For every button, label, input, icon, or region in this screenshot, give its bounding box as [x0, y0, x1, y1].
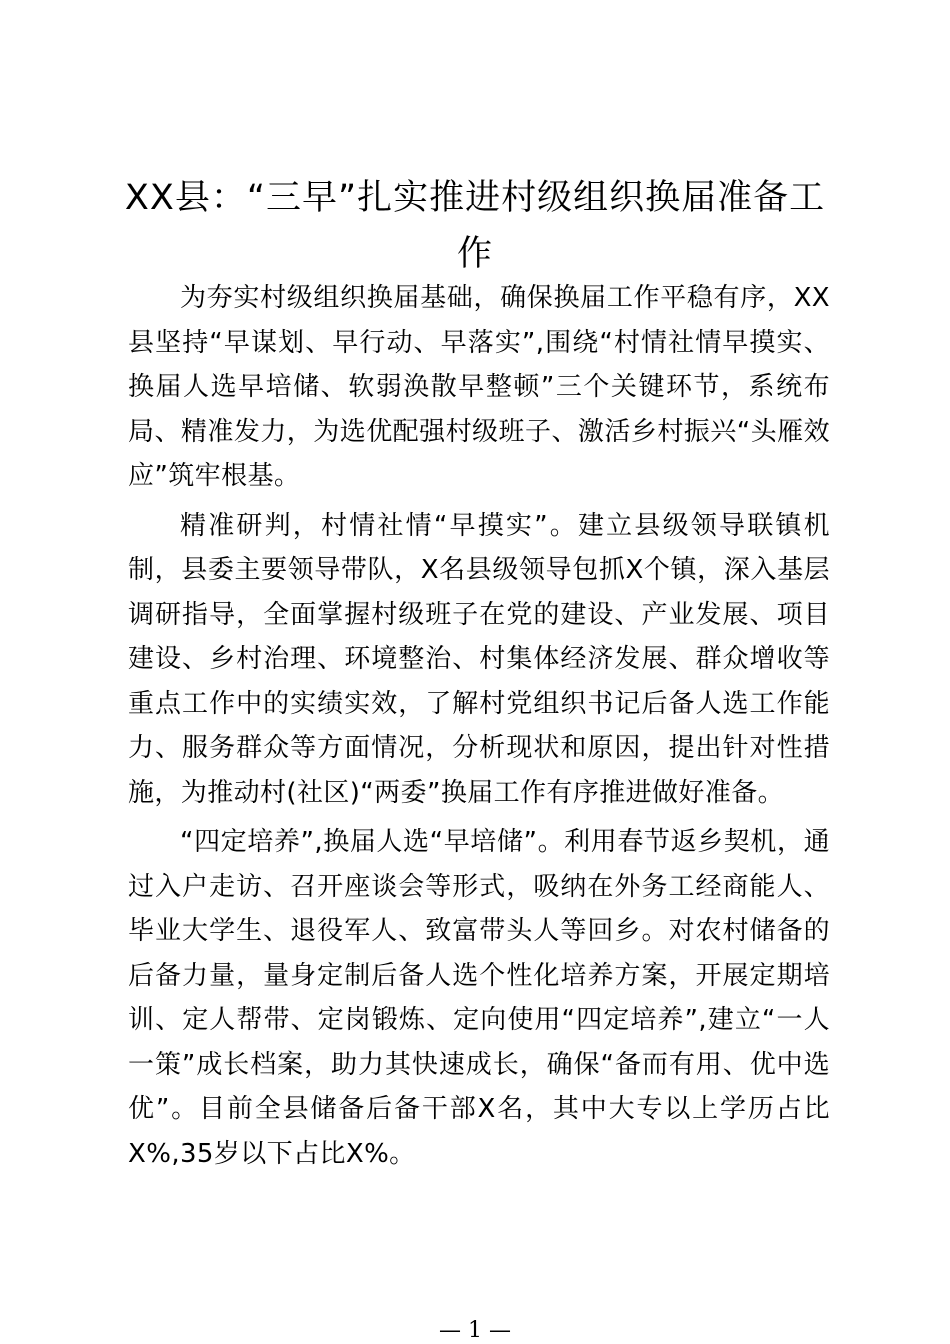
document-body — [128, 276, 830, 1181]
paragraph-intro: 为夯实村级组织换届基础，确保换届工作平稳有序，XX县坚持“早谋划、早行动、早落实”,围绕“村情社情早摸实、换届人选早培储、软弱涣散早整顿”三个关键环节，系统布局、精准发力，为选优配强村级班子、激活乡村振兴“头雁效应”筑牢根基。 — [128, 283, 830, 491]
page-number: — 1 — — [439, 1318, 511, 1343]
paragraph-candidate-training: “四定培养”,换届人选“早培储”。利用春节返乡契机，通过入户走访、召开座谈会等形式，吸纳在外务工经商能人、毕业大学生、退役军人、致富带头人等回乡。对农村储备的后备力量，量身定制后备人选个性化培养方案，开展定期培训、定人帮带、定岗锻炼、定向使用“四定培养”,建立“一人一策”成长档案，助力其快速成长，确保“备而有用、优中选优”。目前全县储备后备干部X名，其中大专以上学历占比X%,35岁以下占比X%。 — [128, 827, 830, 1169]
paragraph-village-survey: 精准研判，村情社情“早摸实”。建立县级领导联镇机制，县委主要领导带队，X名县级领导包抓X个镇，深入基层调研指导，全面掌握村级班子在党的建设、产业发展、项目建设、乡村治理、环境整治、村集体经济发展、群众增收等重点工作中的实绩实效，了解村党组织书记后备人选工作能力、服务群众等方面情况，分析现状和原因，提出针对性措施，为推动村(社区)“两委”换届工作有序推进做好准备。 — [128, 510, 830, 808]
document-title: XX县：“三早”扎实推进村级组织换届准备工作 — [124, 178, 826, 274]
